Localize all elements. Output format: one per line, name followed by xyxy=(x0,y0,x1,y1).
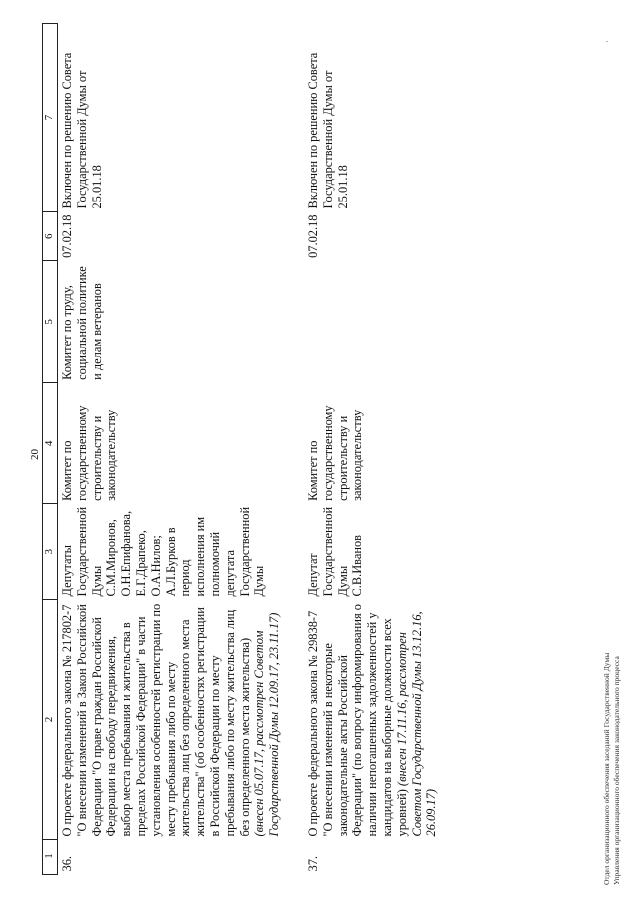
co-executor-committee: Комитет по труду, социальной политике и делам ветеранов xyxy=(60,266,104,380)
co-executor-committee xyxy=(282,261,439,383)
bill-title: О проекте федерального закона № 217802-7 "О внесении изменений в Закон Российской Федерации "О праве граждан Российской Федерации на свободу передвижения, выбор места пребывания и жительства в пределах Российской Федерации" в части установления особенностей регистрации по месту пребывания либо по месту жительства лиц без определенного места жительства" (об особенностях регистрации в Российской Федерации по месту пребывания либо по месту жительства лиц без определенного места жительства) xyxy=(60,603,252,837)
bill-authors: Депутаты Государственной Думы С.М.Миронов, О.Н.Епифанова, Е.Г.Драпеко, О.А.Нилов; А.Л.Бурков в период исполнения им полномочий депутата Государственной Думы xyxy=(60,506,267,597)
page-number: 20 xyxy=(29,449,41,460)
bill-authors: Депутат Государственной Думы С.В.Иванов xyxy=(305,506,365,597)
column-header-1: 1 xyxy=(43,840,58,875)
bill-note: (внесен 05.07.17, рассмотрен Советом Государственной Думы 12.09.17, 23.11.17) xyxy=(252,612,282,837)
table-row xyxy=(58,24,282,875)
agenda-table xyxy=(42,23,439,875)
footer-line-1: Отдел организационного обеспечения заседаний Государственной Думы xyxy=(602,652,611,885)
column-header-7: 7 xyxy=(43,24,58,212)
page-footer xyxy=(602,653,621,885)
table-row xyxy=(282,24,439,875)
column-header-4: 4 xyxy=(43,383,58,504)
bill-description xyxy=(58,600,282,840)
column-header-3: 3 xyxy=(43,504,58,600)
column-header-2: 2 xyxy=(43,600,58,840)
column-header-5: 5 xyxy=(43,261,58,383)
council-decision: Включен по решению Совета Государственной Думы от 25.01.18 xyxy=(60,52,104,209)
bill-title: О проекте федерального закона № 29838-7 "О внесении изменений в некоторые законодательные акты Российской Федерации" (по вопросу информирования о наличии непогашенных задолженностей у кандидатов на выборные должности всех уровней) xyxy=(305,604,409,837)
row-number: 36. xyxy=(60,856,74,872)
bill-description xyxy=(282,600,439,840)
margin-mark: · xyxy=(602,40,612,43)
responsible-committee: Комитет по государственному строительству и законодательству xyxy=(60,405,119,501)
bill-note: (внесен 17.11.16, рассмотрен Советом Государственной Думы 13.12.16, 26.09.17) xyxy=(394,611,439,837)
table-header-row xyxy=(43,24,58,875)
council-decision: Включен по решению Совета Государственной Думы от 25.01.18 xyxy=(305,52,350,209)
responsible-committee: Комитет по государственному строительству и законодательству xyxy=(305,405,365,501)
review-date: 07.02.18 xyxy=(305,214,320,258)
review-date: 07.02.18 xyxy=(60,214,74,258)
column-header-6: 6 xyxy=(43,212,58,261)
row-number: 37. xyxy=(305,856,320,872)
footer-line-2: Управления организационного обеспечения законодательного процесса xyxy=(611,656,621,885)
